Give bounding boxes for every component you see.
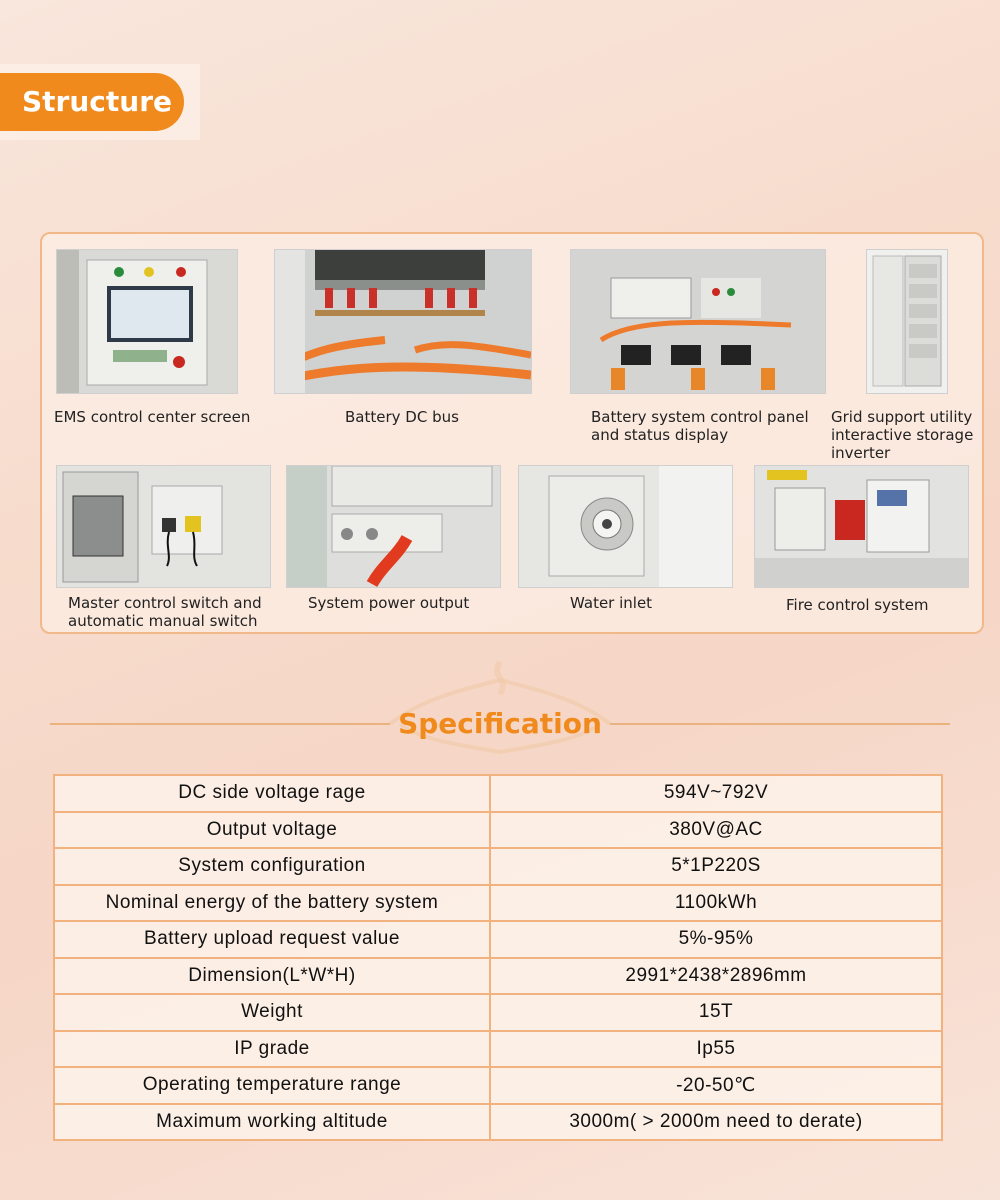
caption-control-panel: Battery system control panel and status display xyxy=(591,408,809,444)
table-row xyxy=(54,885,942,922)
caption-fire-control: Fire control system xyxy=(786,596,929,614)
specification-title: Specification xyxy=(398,707,602,740)
spec-label: Dimension(L*W*H) xyxy=(54,958,490,995)
spec-value: 594V~792V xyxy=(490,775,942,812)
table-row xyxy=(54,1104,942,1141)
spec-value: 5*1P220S xyxy=(490,848,942,885)
spec-value: Ip55 xyxy=(490,1031,942,1068)
table-row xyxy=(54,775,942,812)
table-row xyxy=(54,1031,942,1068)
grid-inverter-photo xyxy=(866,249,948,394)
table-row xyxy=(54,994,942,1031)
battery-dc-bus-photo xyxy=(274,249,532,394)
spec-label: Weight xyxy=(54,994,490,1031)
caption-master-switch: Master control switch and automatic manual switch xyxy=(68,594,262,630)
table-row xyxy=(54,812,942,849)
spec-value: 380V@AC xyxy=(490,812,942,849)
caption-power-output: System power output xyxy=(308,594,470,612)
fire-control-system-photo xyxy=(754,465,969,588)
battery-control-panel-photo xyxy=(570,249,826,394)
master-switch-photo xyxy=(56,465,271,588)
spec-label: IP grade xyxy=(54,1031,490,1068)
caption-ems: EMS control center screen xyxy=(54,408,251,426)
spec-label: Maximum working altitude xyxy=(54,1104,490,1141)
system-power-output-photo xyxy=(286,465,501,588)
table-row xyxy=(54,958,942,995)
spec-label: Nominal energy of the battery system xyxy=(54,885,490,922)
spec-label: System configuration xyxy=(54,848,490,885)
caption-inverter: Grid support utility interactive storage inverter xyxy=(831,408,974,462)
specification-table xyxy=(53,774,943,1141)
caption-water-inlet: Water inlet xyxy=(570,594,653,612)
spec-value: 15T xyxy=(490,994,942,1031)
table-row xyxy=(54,1067,942,1104)
spec-label: Output voltage xyxy=(54,812,490,849)
spec-label: DC side voltage rage xyxy=(54,775,490,812)
water-inlet-photo xyxy=(518,465,733,588)
structure-title: Structure xyxy=(0,73,184,131)
spec-label: Battery upload request value xyxy=(54,921,490,958)
spec-value: -20-50℃ xyxy=(490,1067,942,1104)
spec-value: 2991*2438*2896mm xyxy=(490,958,942,995)
ems-control-screen-photo xyxy=(56,249,238,394)
table-row xyxy=(54,921,942,958)
caption-dc-bus: Battery DC bus xyxy=(345,408,459,426)
spec-value: 5%-95% xyxy=(490,921,942,958)
spec-value: 1100kWh xyxy=(490,885,942,922)
table-row xyxy=(54,848,942,885)
structure-panel xyxy=(40,232,984,634)
spec-label: Operating temperature range xyxy=(54,1067,490,1104)
spec-value: 3000m( > 2000m need to derate) xyxy=(490,1104,942,1141)
